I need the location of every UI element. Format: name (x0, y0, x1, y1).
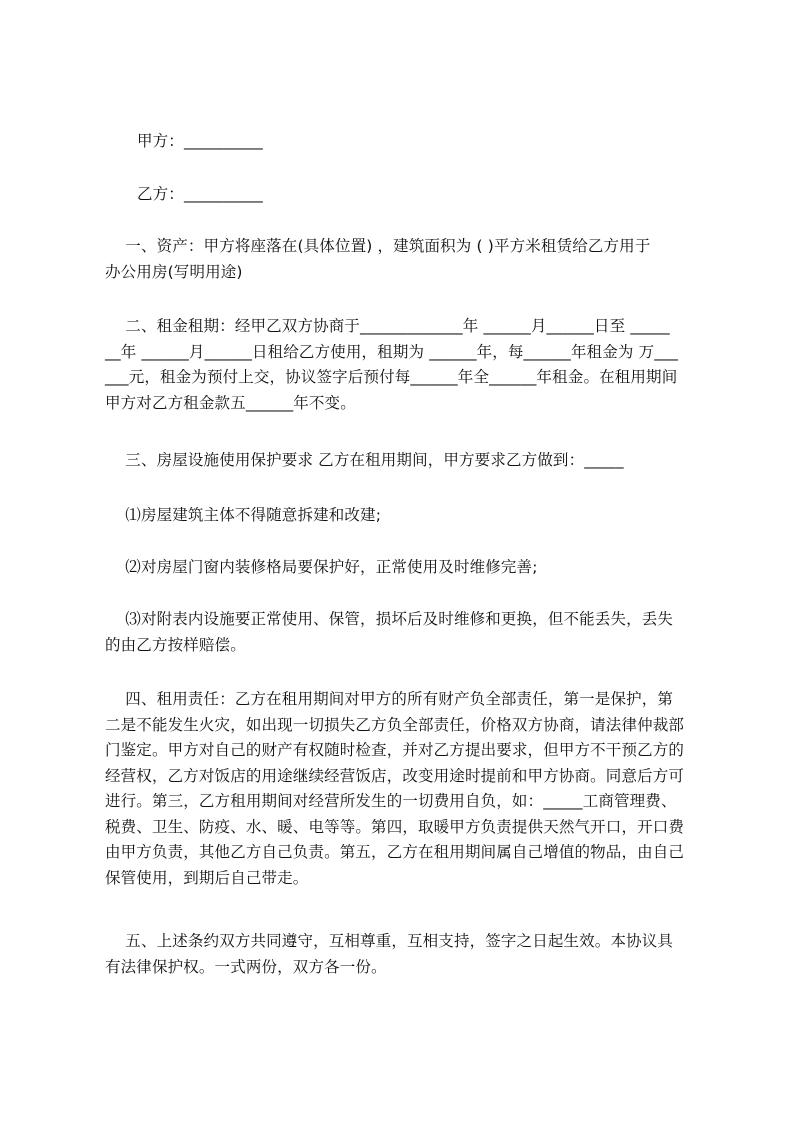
section-line: 二是不能发生火灾，如出现一切损失乙方负全部责任，价格双方协商，请法律仲裁部 (105, 715, 685, 734)
section-line: 甲方对乙方租金款五______年不变。 (105, 393, 356, 412)
party-a-text: 甲方：__________ (137, 132, 263, 150)
section-line: 五、上述条约双方共同遵守，互相尊重，互相支持，签字之日起生效。本协议具 (105, 932, 674, 950)
section-liability (105, 687, 705, 891)
section-line: 门鉴定。甲方对自己的财产有权随时检查，并对乙方提出要求，但甲方不干预乙方的 (105, 741, 685, 759)
section-line: 经营权，乙方对饭店的用途继续经营饭店，改变用途时提前和甲方协商。同意后方可 (105, 766, 685, 785)
section-assets (105, 234, 705, 285)
section-line: 有法律保护权。一式两份，双方各一份。 (105, 957, 387, 976)
section-item-1 (105, 503, 705, 529)
section-line: ⑵对房屋门窗内装修格局要保护好，正常使用及时维修完善; (105, 558, 538, 576)
section-line: __年 ______月______日租给乙方使用，租期为 ______年，每______年租金为 万___ (105, 342, 678, 361)
section-rent-term (105, 314, 705, 416)
section-line: 保管使用，到期后自己带走。 (105, 868, 309, 887)
section-line: 的由乙方按样赔偿。 (105, 635, 246, 654)
section-line: ⑶对附表内设施要正常使用、保管，损坏后及时维修和更换，但不能丢失，丢失 (105, 610, 674, 628)
party-a-line (137, 129, 737, 155)
party-b-line (137, 182, 737, 208)
section-line: 办公用房(写明用途) (105, 262, 243, 281)
section-facility-requirements (105, 448, 705, 474)
section-line: ___元，租金为预付上交，协议签字后预付每______年全______年租金。在租用期间 (105, 368, 678, 386)
section-line: ⑴房屋建筑主体不得随意拆建和改建; (105, 506, 382, 524)
section-line: 进行。第三，乙方租用期间对经营所发生的一切费用自负，如：_____工商管理费、 (105, 792, 677, 810)
section-line: 一、资产：甲方将座落在(具体位置) ，建筑面积为 ( )平方米租赁给乙方用于 (105, 237, 651, 255)
section-effectiveness (105, 929, 705, 980)
section-line: 税费、卫生、防疫、水、暖、电等等。第四，取暖甲方负责提供天然气开口，开口费 (105, 817, 685, 836)
section-line: 由甲方负责，其他乙方自己负责。第五，乙方在租用期间属自己增值的物品，由自己 (105, 843, 685, 861)
section-line: 二、租金租期：经甲乙双方协商于_____________年 ______月______日至 _____ (105, 317, 670, 335)
section-line: 四、租用责任：乙方在租用期间对甲方的所有财产负全部责任，第一是保护，第 (105, 690, 674, 708)
section-line: 三、房屋设施使用保护要求 乙方在租用期间，甲方要求乙方做到：_____ (105, 451, 624, 469)
party-b-text: 乙方：__________ (137, 185, 263, 203)
section-item-2 (105, 555, 705, 581)
section-item-3 (105, 607, 705, 658)
